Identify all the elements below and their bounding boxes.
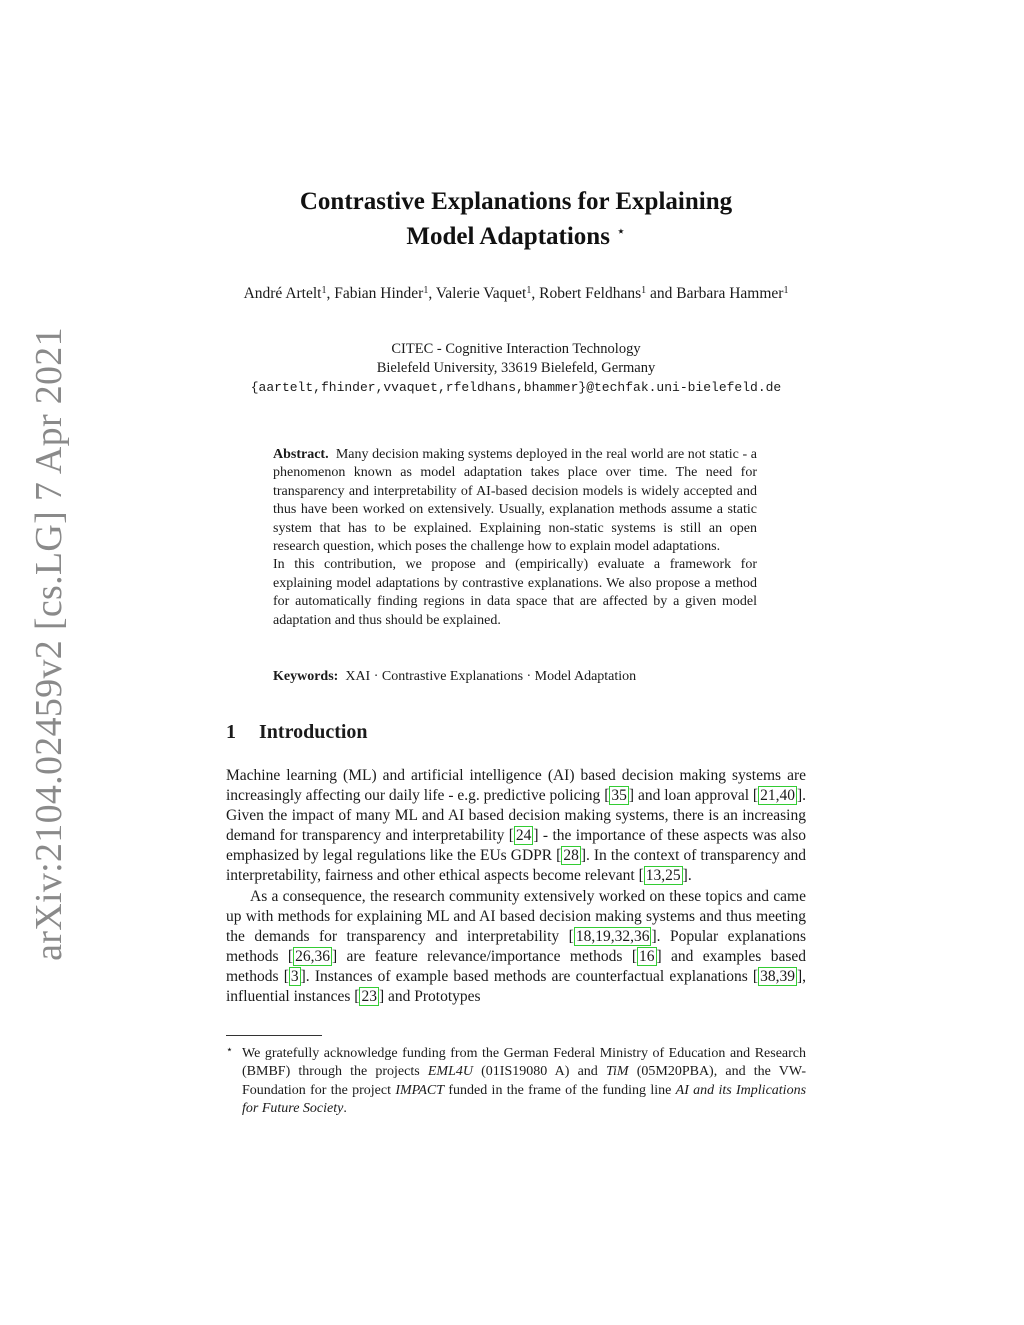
affiliation-line-1: CITEC - Cognitive Interaction Technology: [391, 341, 641, 357]
author-affiliation-mark: 1: [526, 285, 532, 296]
italic-run: TiM: [605, 1064, 629, 1080]
section-heading-introduction: [226, 721, 368, 744]
citation-link[interactable]: 38,39: [760, 967, 795, 985]
text-run: (05M20PBA), and the VW-Foundation for the project: [242, 1064, 806, 1098]
footnote-rule: [226, 1035, 322, 1036]
footnote: [226, 1041, 806, 1118]
abstract-label: Abstract.: [273, 447, 329, 462]
author-affiliation-mark: 1: [783, 285, 789, 296]
italic-run: AI and its Implications for Future Society: [242, 1082, 807, 1116]
citation-link[interactable]: 23: [361, 988, 377, 1006]
text-run: . In the context of transparency and interpretability, fairness and other ethical aspects become relevant: [226, 847, 806, 885]
text-run: are feature relevance/importance methods: [337, 947, 632, 965]
text-run: and loan approval: [634, 787, 753, 805]
introduction-body: [226, 766, 806, 1007]
citation-link[interactable]: 21,40: [760, 787, 795, 805]
intro-paragraph-1: Machine learning (ML) and artificial intelligence (AI) based decision making systems are increasingly affecting our daily life - e.g. predictive policing [ 35 ] and loan approval [ 21,40 ]. Given the impact of many ML and AI based decision making systems, there is an increasing demand for transparency and interpretability [ 24 ] - the importance of these aspects was also emphasized by legal regulations like the EUs GDPR [ 28 ]. In the context of transparency and interpretability, fairness and other ethical aspects become relevant [ 13,25 ].: [226, 767, 807, 885]
author-separator: ,: [326, 285, 335, 302]
intro-paragraph-2: As a consequence, the research community extensively worked on these topics and came up with methods for explaining ML and AI based decision making systems and thus meeting the demands for transparency and interpretability [ 18,19,32,36 ]. Popular explanations methods [ 26,36 ] are feature relevance/importance methods [ 16 ] and examples based methods [ 3 ]. Instances of example based methods are counterfactual explanations [ 38,39 ], influential instances [ 23 ] and Prototypes: [226, 887, 807, 1006]
citation-link[interactable]: 13,25: [645, 867, 681, 885]
text-run: - the importance of these aspects was also emphasized by legal regulations like the EUs GDPR: [226, 827, 806, 865]
author-affiliation-mark: 1: [423, 285, 429, 296]
title-line-2: [226, 217, 806, 252]
text-run: Machine learning (ML) and artificial intelligence (AI) based decision making systems are increasingly affecting our daily life - e.g. predictive policing: [226, 767, 806, 805]
author-affiliation-mark: 1: [641, 285, 647, 296]
text-run: As a consequence, the research community extensively worked on these topics and came up with methods for explaining ML and AI based decision making systems and thus meeting the demands for transparency and interpretability: [226, 887, 806, 945]
author-separator: ,: [428, 285, 436, 302]
abstract-text-1: Many decision making systems deployed in the real world are not static - a phenomenon known as model adaptation takes place over time. The need for transparency and interpretability of AI-based decision models is widely accepted and thus have been worked on extensively. Usually, explanation methods assume a static system that has to be explained. Explaining non-static systems is still an open research question, which poses the challenge how to explain model adaptations.: [273, 447, 757, 555]
italic-run: IMPACT: [395, 1082, 445, 1098]
arxiv-identifier-stamp[interactable]: arXiv:2104.02459v2 [cs.LG] 7 Apr 2021: [28, 327, 70, 961]
keywords-text: XAI · Contrastive Explanations · Model Adaptation: [345, 669, 637, 684]
section-number: 1: [226, 721, 236, 743]
text-run: .: [687, 867, 692, 885]
author-list: [226, 284, 806, 303]
abstract: [273, 446, 757, 630]
title-line-1: Contrastive Explanations for Explaining: [299, 188, 733, 215]
author-name: André Artelt: [243, 285, 322, 302]
text-run: (01IS19080 A) and: [472, 1064, 606, 1080]
keywords-label: Keywords:: [273, 669, 339, 684]
text-run: We gratefully acknowledge funding from the German Federal Ministry of Education and Research (BMBF) through the projects: [242, 1046, 806, 1080]
citation-link[interactable]: 16: [639, 947, 655, 965]
title-footnote-mark[interactable]: ⋆: [616, 224, 626, 240]
text-run: and examples based methods: [226, 947, 807, 985]
author-name: Robert Feldhans: [539, 285, 642, 302]
citation-link[interactable]: 35: [611, 787, 627, 805]
text-run: . Instances of example based methods are counterfactual explanations: [305, 967, 753, 985]
keywords: [273, 668, 757, 686]
author-separator: and: [646, 285, 677, 302]
paper-title: [226, 186, 806, 252]
abstract-paragraph-1: [273, 446, 757, 556]
footnote-text: [242, 1045, 806, 1118]
title-line-2-text: Model Adaptations: [406, 223, 610, 250]
author-emails[interactable]: {aartelt,fhinder,vvaquet,rfeldhans,bhammer}@techfak.uni-bielefeld.de: [250, 380, 782, 395]
author-name: Valerie Vaquet: [435, 285, 527, 302]
author-separator: ,: [531, 285, 540, 302]
text-run: and Prototypes: [384, 988, 481, 1006]
author-name: Fabian Hinder: [334, 285, 424, 302]
section-title: Introduction: [259, 721, 368, 743]
author-affiliation-mark: 1: [321, 285, 327, 296]
citation-link[interactable]: 26,36: [295, 947, 330, 965]
citation-link[interactable]: 28: [563, 847, 579, 865]
text-run: funded in the frame of the funding line: [444, 1082, 676, 1098]
abstract-paragraph-2: In this contribution, we propose and (empirically) evaluate a framework for explaining model adaptations by contrastive explanations. We also propose a method for automatically finding regions in data space that are affected by a given model adaptation and thus should be explained.: [273, 557, 757, 628]
text-run: .: [343, 1100, 347, 1116]
italic-run: EML4U: [427, 1064, 473, 1080]
citation-link[interactable]: 24: [515, 827, 532, 845]
author-name: Barbara Hammer: [676, 285, 784, 302]
footnote-mark: ⋆: [226, 1044, 233, 1056]
citation-link[interactable]: 18,19,32,36: [575, 927, 650, 945]
citation-link[interactable]: 3: [290, 967, 299, 985]
affiliation-line-2: Bielefeld University, 33619 Bielefeld, Germany: [376, 360, 656, 376]
text-run: . Given the impact of many ML and AI based decision making systems, there is an increasing demand for transparency and interpretability: [226, 787, 807, 845]
affiliation: [226, 340, 806, 397]
text-run: , influential instances: [226, 967, 806, 1006]
text-run: . Popular explanations methods: [226, 927, 806, 965]
